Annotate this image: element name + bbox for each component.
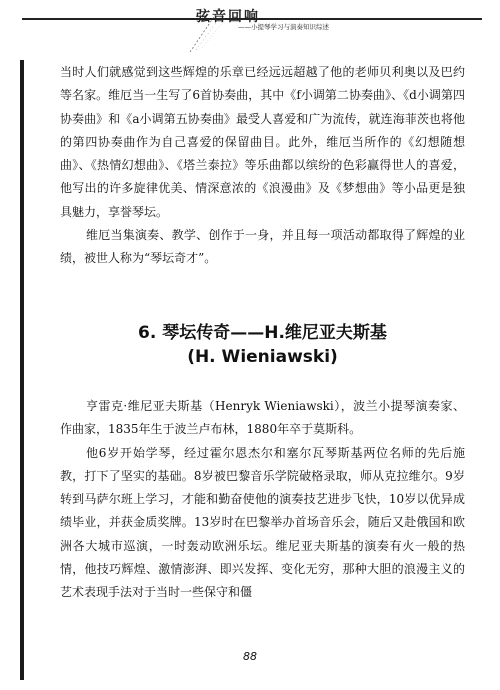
header-logo-title: 弦音回响 bbox=[196, 9, 260, 25]
section-heading: 6. 琴坛传奇——H.维尼亚夫斯基 bbox=[138, 323, 387, 343]
paragraph: 当时人们就感觉到这些辉煌的乐章已经远远超越了他的老师贝利奥以及巴约等名家。维厄当一生写了6首协奏曲，其中《f小调第二协奏曲》、《d小调第四协奏曲》和《a小调第五协奏曲》最受人喜爱和广为流传，就连海菲茨也将他的第四协奏曲作为自己喜爱的保留曲目。此外，维厄当所作的《幻想随想曲》、《热情幻想曲》、《塔兰泰拉》等乐曲都以缤纷的色彩赢得世人的喜爱，他写出的许多旋律优美、情深意浓的《浪漫曲》及《梦想曲》等小品更是独具魅力，享誉琴坛。 bbox=[60, 65, 465, 219]
intro-text-block bbox=[60, 61, 465, 271]
paragraph: 维厄当集演奏、教学、创作于一身，并且每一项活动都取得了辉煌的业绩，被世人称为“琴坛奇才”。 bbox=[60, 228, 465, 266]
paragraph: 他6岁开始学琴，经过霍尔恩杰尔和塞尔瓦琴斯基两位名师的先后施教，打下了坚实的基础。8岁被巴黎音乐学院破格录取，师从克拉维尔。9岁转到马萨尔班上学习，才能和勤奋使他的演奏技艺进步飞快，10岁以优异成绩毕业，并获金质奖牌。13岁时在巴黎举办首场音乐会，随后又赴俄国和欧洲各大城市巡演，一时轰动欧洲乐坛。维尼亚夫斯基的演奏有火一般的热情，他技巧辉煌、激情澎湃、即兴发挥、变化无穷，那种大胆的浪漫主义的艺术表现手法对于当时一些保守和僵 bbox=[60, 445, 465, 600]
section-subheading: (H. Wieniawski) bbox=[187, 347, 338, 367]
paragraph: 亨雷克·维尼亚夫斯基（Henryk Wieniawski），波兰小提琴演奏家、作曲家，1835年生于波兰卢布林，1880年卒于莫斯科。 bbox=[60, 399, 465, 437]
running-header bbox=[0, 0, 500, 60]
left-margin-bar bbox=[20, 60, 24, 680]
header-subtitle: ——小提琴学习与演奏知识综述 bbox=[238, 23, 329, 31]
section-text-block bbox=[60, 395, 465, 605]
page-number: 88 bbox=[243, 650, 257, 663]
